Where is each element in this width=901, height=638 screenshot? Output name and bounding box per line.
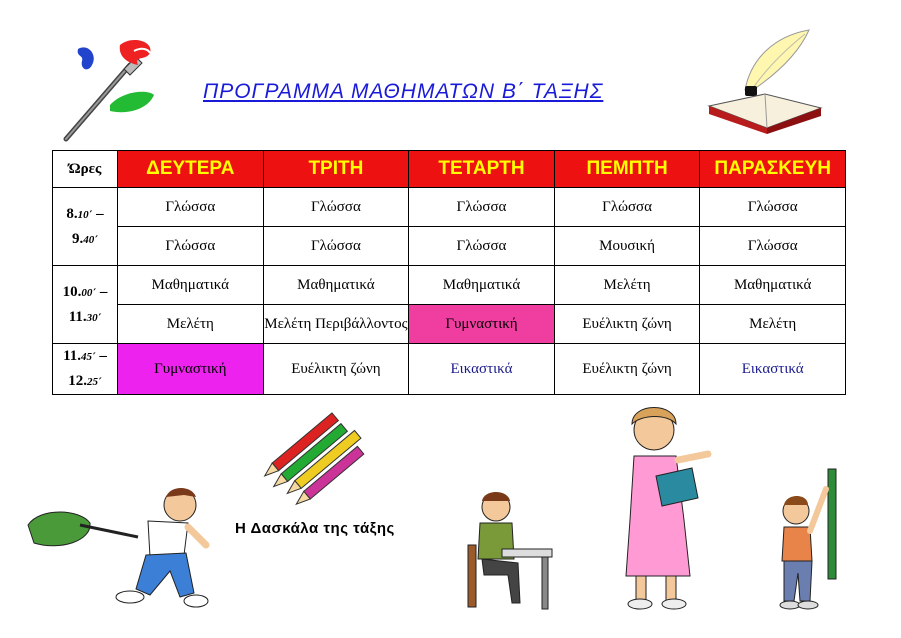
- lesson-cell: Γλώσσα: [118, 227, 264, 266]
- table-row: [53, 188, 846, 227]
- lesson-cell: Γλώσσα: [263, 188, 409, 227]
- boy-at-board-icon: [770, 465, 842, 615]
- student-at-desk-icon: [462, 485, 557, 613]
- lesson-cell: Μαθηματικά: [409, 266, 555, 305]
- time-block-3: 11.45΄ – 12.25΄: [53, 344, 118, 395]
- time-block-2: 10.00΄ – 11.30΄: [53, 266, 118, 344]
- lesson-cell: Ευέλικτη ζώνη: [554, 305, 700, 344]
- teacher-with-book-icon: [612, 400, 722, 612]
- time-block-1: 8.10΄ – 9.40΄: [53, 188, 118, 266]
- lesson-cell-highlighted: Γυμναστική: [118, 344, 264, 395]
- schedule-table: [52, 150, 846, 395]
- day-header-wednesday: ΤΕΤΑΡΤΗ: [409, 151, 555, 188]
- lesson-cell: Μελέτη: [118, 305, 264, 344]
- lesson-cell: Μελέτη Περιβάλλοντος: [263, 305, 409, 344]
- lesson-cell: Γλώσσα: [118, 188, 264, 227]
- table-row: [53, 227, 846, 266]
- page-title: ΠΡΟΓΡΑΜΜΑ ΜΑΘΗΜΑΤΩΝ Β΄ ΤΑΞΗΣ: [203, 80, 604, 103]
- day-header-tuesday: ΤΡΙΤΗ: [263, 151, 409, 188]
- lesson-cell: Μελέτη: [554, 266, 700, 305]
- paint-brush-icon: [58, 35, 170, 145]
- quill-book-icon: [705, 28, 825, 140]
- lesson-cell-highlighted: Γυμναστική: [409, 305, 555, 344]
- lesson-cell: Μουσική: [554, 227, 700, 266]
- teacher-label: Η Δασκάλα της τάξης: [235, 520, 395, 537]
- day-header-monday: ΔΕΥΤΕΡΑ: [118, 151, 264, 188]
- lesson-cell: Γλώσσα: [554, 188, 700, 227]
- hours-header: Ώρες: [53, 151, 118, 188]
- table-row: [53, 305, 846, 344]
- table-row: [53, 344, 846, 395]
- lesson-cell: Γλώσσα: [700, 188, 846, 227]
- lesson-cell: Εικαστικά: [700, 344, 846, 395]
- lesson-cell: Γλώσσα: [700, 227, 846, 266]
- running-boy-icon: [20, 485, 210, 613]
- lesson-cell: Μαθηματικά: [263, 266, 409, 305]
- lesson-cell: Μαθηματικά: [700, 266, 846, 305]
- lesson-cell: Ευέλικτη ζώνη: [263, 344, 409, 395]
- day-header-friday: ΠΑΡΑΣΚΕΥΗ: [700, 151, 846, 188]
- lesson-cell: Ευέλικτη ζώνη: [554, 344, 700, 395]
- lesson-cell: Γλώσσα: [409, 188, 555, 227]
- pencils-icon: [262, 412, 372, 512]
- day-header-thursday: ΠΕΜΠΤΗ: [554, 151, 700, 188]
- lesson-cell: Μελέτη: [700, 305, 846, 344]
- lesson-cell: Γλώσσα: [409, 227, 555, 266]
- lesson-cell: Εικαστικά: [409, 344, 555, 395]
- lesson-cell: Γλώσσα: [263, 227, 409, 266]
- table-header-row: [53, 151, 846, 188]
- table-row: [53, 266, 846, 305]
- lesson-cell: Μαθηματικά: [118, 266, 264, 305]
